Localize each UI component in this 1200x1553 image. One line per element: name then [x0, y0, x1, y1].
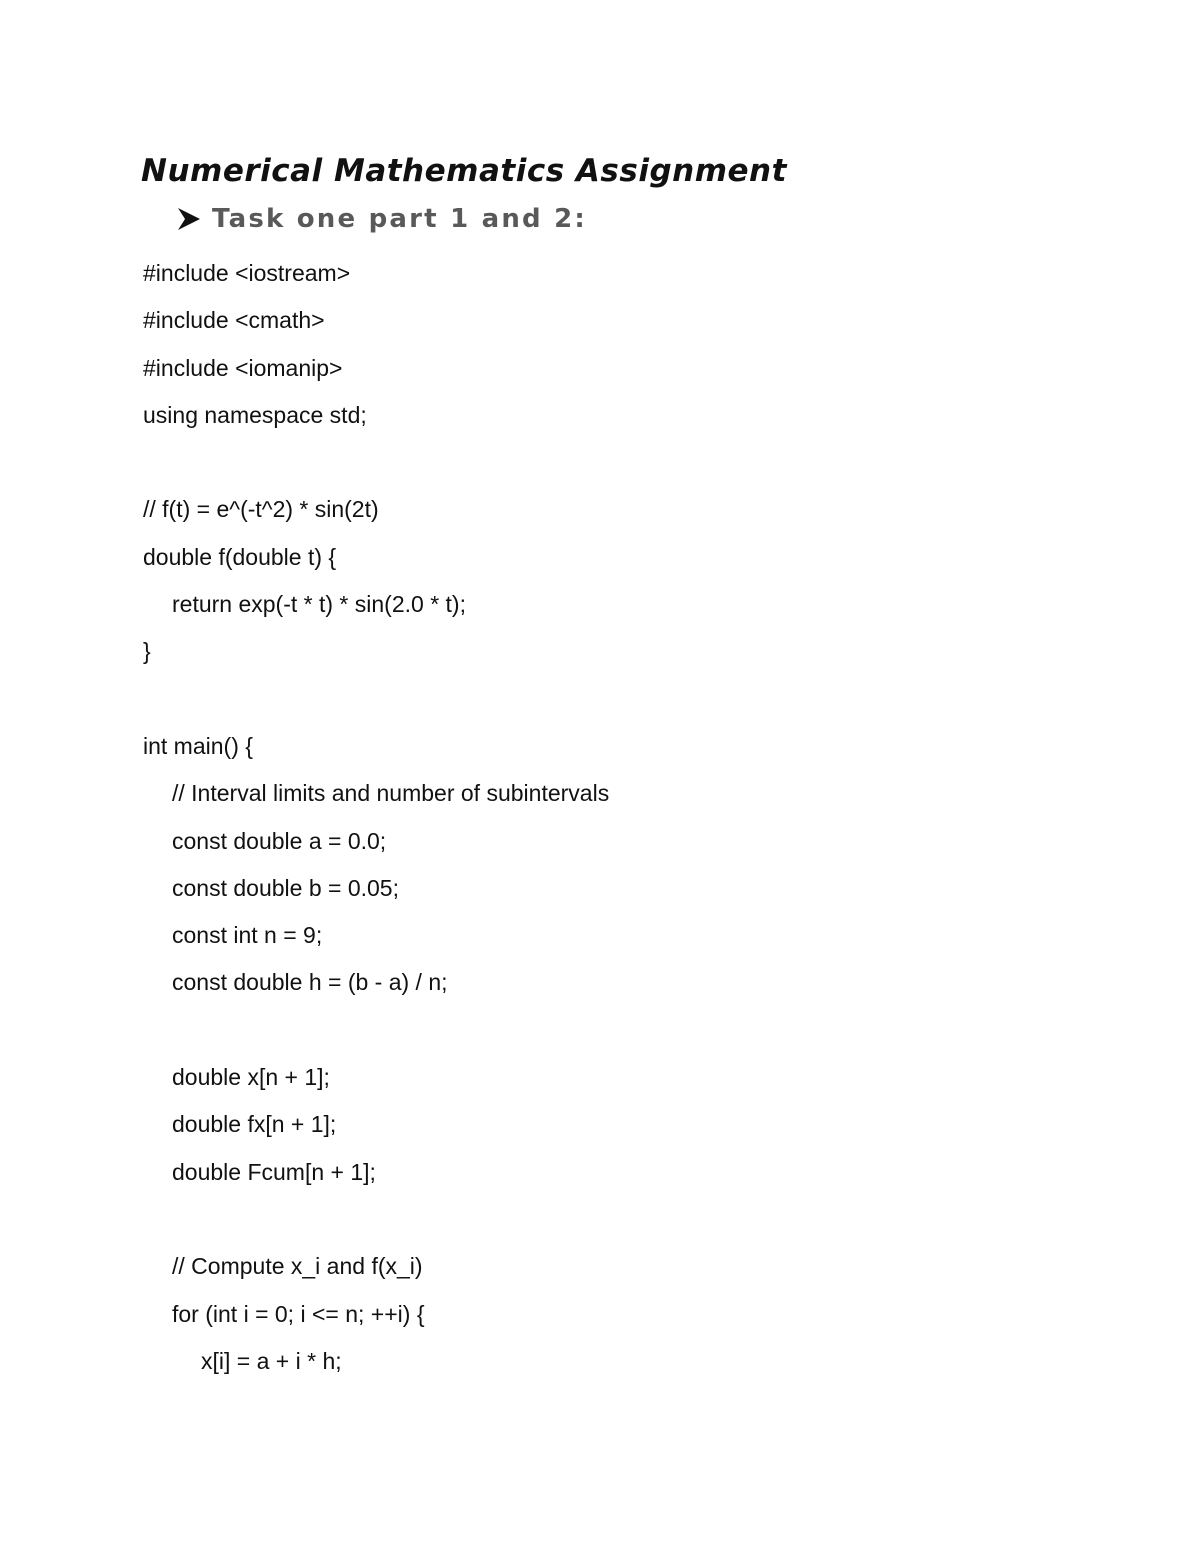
code-line: const double h = (b - a) / n; — [172, 969, 448, 996]
blank-line — [143, 681, 1143, 728]
blank-line — [143, 444, 1143, 491]
arrow-bullet-icon — [176, 207, 202, 231]
document-title: Numerical Mathematics Assignment — [141, 153, 787, 189]
code-line: double x[n + 1]; — [172, 1064, 330, 1091]
code-line: #include <cmath> — [143, 307, 325, 334]
blank-line — [143, 1012, 1143, 1059]
code-line: // f(t) = e^(-t^2) * sin(2t) — [143, 496, 379, 523]
code-line: int main() { — [143, 732, 253, 759]
code-line: const double a = 0.0; — [172, 827, 387, 854]
task-heading-label: Task one part 1 and 2: — [212, 204, 588, 234]
code-line: #include <iostream> — [143, 260, 351, 286]
code-line: // Interval limits and number of subintervals — [172, 780, 610, 807]
code-line: return exp(-t * t) * sin(2.0 * t); — [172, 591, 466, 618]
code-block — [143, 255, 1143, 1390]
blank-line — [143, 1201, 1143, 1248]
code-line: using namespace std; — [143, 401, 367, 428]
task-heading — [176, 204, 587, 234]
code-line: const int n = 9; — [172, 922, 323, 949]
code-line: #include <iomanip> — [143, 354, 343, 381]
code-line: x[i] = a + i * h; — [201, 1347, 342, 1374]
code-line: } — [143, 638, 151, 665]
code-line: const double b = 0.05; — [172, 874, 399, 901]
code-line: double f(double t) { — [143, 543, 337, 570]
code-line: double Fcum[n + 1]; — [172, 1158, 376, 1185]
code-line: for (int i = 0; i <= n; ++i) { — [172, 1300, 425, 1327]
code-line: double fx[n + 1]; — [172, 1111, 337, 1138]
code-line: // Compute x_i and f(x_i) — [172, 1253, 423, 1280]
